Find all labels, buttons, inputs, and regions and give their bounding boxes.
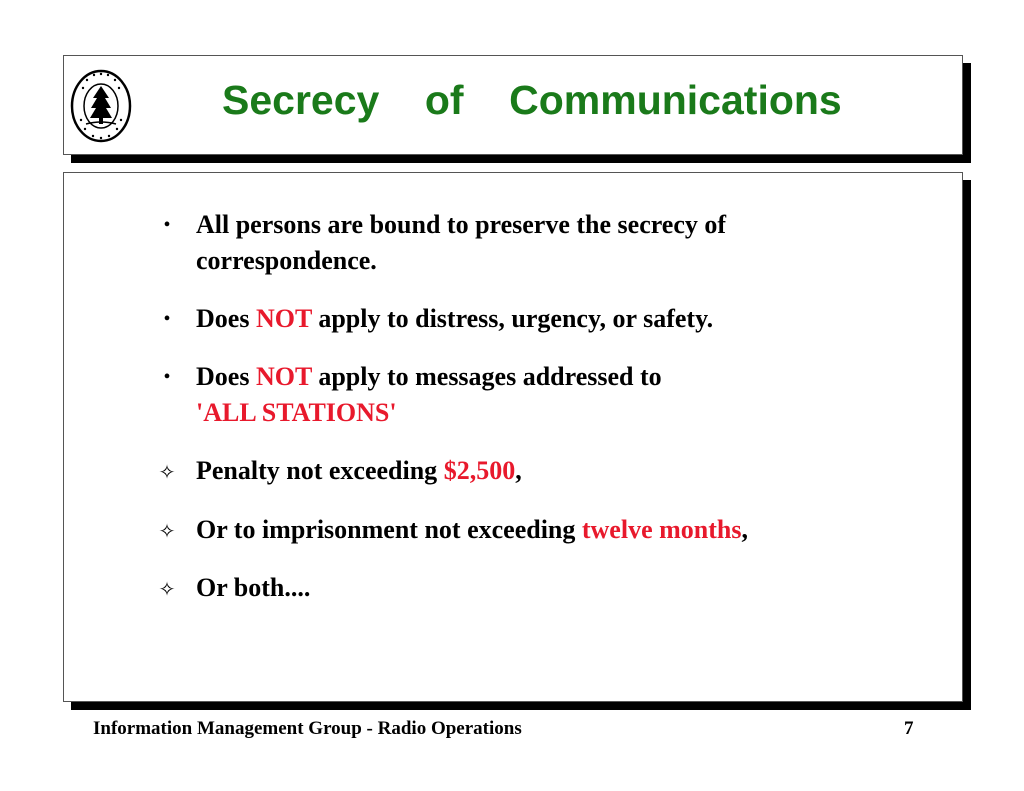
- slide-title: Secrecy of Communications: [222, 77, 842, 123]
- bullet-text: correspondence.: [196, 246, 377, 275]
- highlight-text: $2,500: [443, 456, 516, 485]
- content-panel: [63, 172, 963, 702]
- highlight-text: 'ALL STATIONS': [196, 398, 397, 427]
- bullet-item: [158, 512, 896, 548]
- forest-service-logo: [69, 68, 133, 144]
- bullet-text: Does: [196, 362, 256, 391]
- four-point-star-icon: ✧: [158, 462, 176, 484]
- four-point-star-icon: ✧: [158, 521, 176, 543]
- bullet-list: [64, 173, 962, 701]
- bullet-item: [163, 301, 896, 337]
- bullet-text: All persons are bound to preserve the secrecy of: [196, 210, 727, 239]
- highlight-text: twelve months: [581, 515, 742, 544]
- bullet-dot-icon: •: [163, 214, 171, 236]
- title-panel: [63, 55, 963, 155]
- bullet-text: apply to distress, urgency, or safety.: [311, 304, 714, 333]
- bullet-dot-icon: •: [163, 308, 171, 330]
- highlight-text: NOT: [255, 304, 312, 333]
- bullet-text: Or to imprisonment not exceeding: [196, 515, 582, 544]
- bullet-text: ,: [741, 515, 748, 544]
- bullet-text: Or both....: [196, 573, 311, 602]
- bullet-dot-icon: •: [163, 366, 171, 388]
- bullet-item: [158, 570, 896, 606]
- bullet-text: apply to messages addressed to: [311, 362, 662, 391]
- bullet-text: ,: [515, 456, 522, 485]
- page-number: 7: [904, 718, 914, 739]
- bullet-item: [158, 453, 896, 489]
- bullet-text: Penalty not exceeding: [196, 456, 444, 485]
- four-point-star-icon: ✧: [158, 579, 176, 601]
- footer-text: Information Management Group - Radio Operations: [93, 718, 522, 739]
- bullet-item: [163, 207, 896, 279]
- bullet-text: Does: [196, 304, 256, 333]
- bullet-item: [163, 359, 896, 431]
- highlight-text: NOT: [255, 362, 312, 391]
